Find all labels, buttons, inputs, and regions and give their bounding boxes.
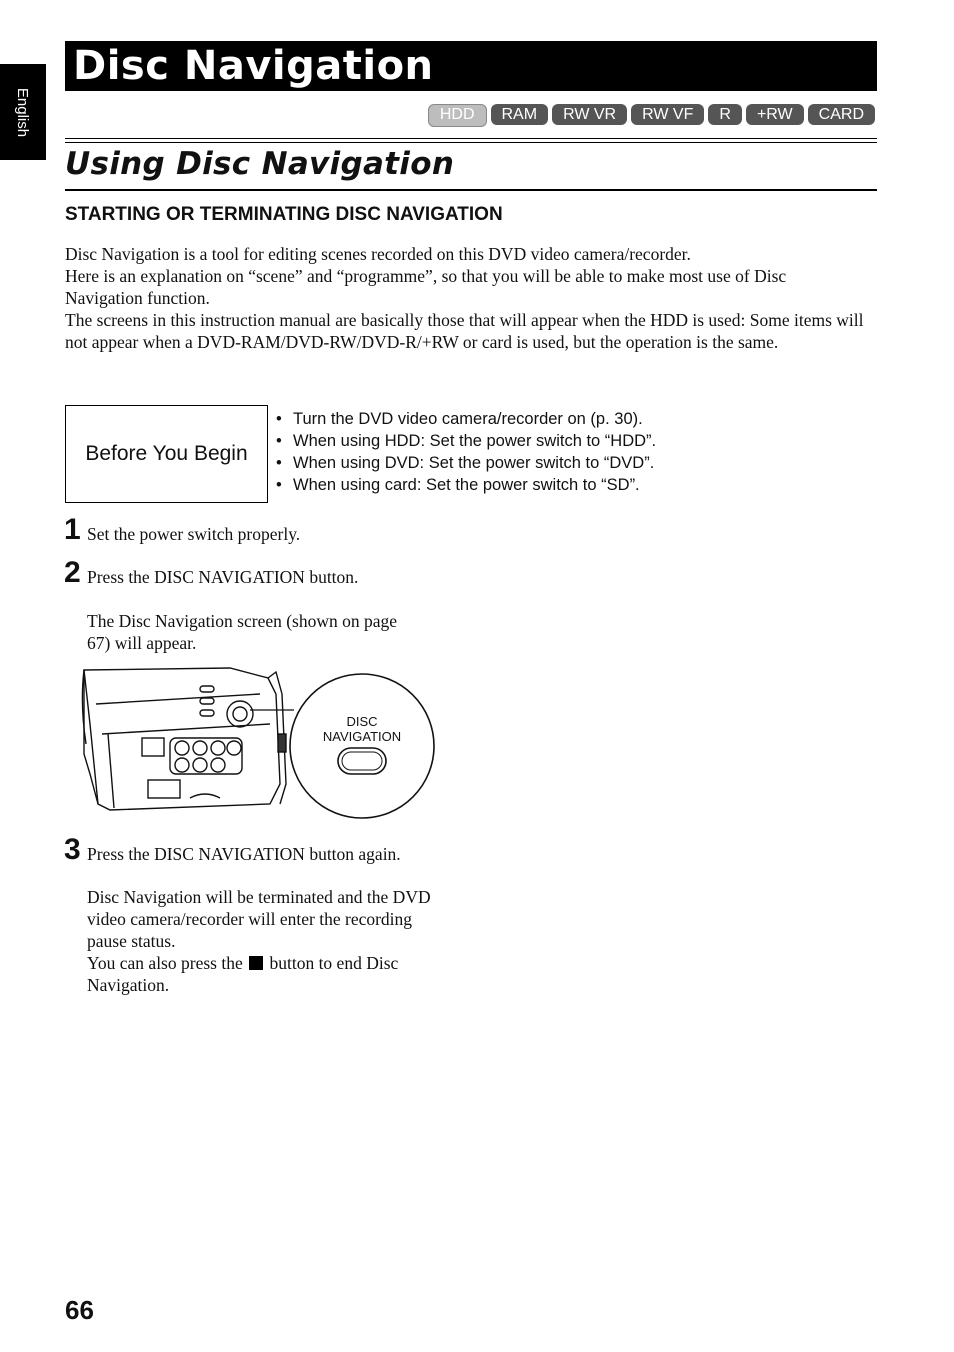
step-desc-paragraph: Disc Navigation will be terminated and the DVD video camera/recorder will enter the recording pause status. [87, 887, 431, 951]
disc-navigation-label-line2: NAVIGATION [322, 729, 402, 744]
media-type-tabs [428, 104, 875, 127]
step-number-1: 1 [64, 513, 81, 546]
intro-paragraph: Here is an explanation on “scene” and “programme”, so that you will be able to make most use of Disc Navigation function. [65, 266, 787, 308]
section-rule-top-inner [65, 142, 877, 143]
step-number-2: 2 [64, 556, 81, 589]
step-desc-3 [87, 886, 447, 996]
list-item: • Turn the DVD video camera/recorder on (p. 30). [276, 408, 656, 430]
media-tab-ram: RAM [491, 104, 549, 125]
intro-paragraph: The screens in this instruction manual are basically those that will appear when the HDD is used: Some items will not appear when a DVD-RAM/DVD-RW/DVD-R/+RW or card is used, but the operation is the same. [65, 310, 864, 352]
step-text-2: Press the DISC NAVIGATION button. [87, 567, 359, 587]
intro-text [65, 243, 865, 353]
step-number-3: 3 [64, 833, 81, 866]
before-you-begin-box: Before You Begin [65, 405, 268, 503]
list-item: • When using card: Set the power switch to “SD”. [276, 474, 656, 496]
disc-navigation-label-line1: DISC [346, 714, 378, 729]
section-rule-top [65, 138, 877, 139]
media-tab-rw-vf: RW VF [631, 104, 704, 125]
step-desc-text: You can also press the [87, 953, 243, 973]
step-text-3: Press the DISC NAVIGATION button again. [87, 844, 401, 864]
step-desc-2 [87, 610, 407, 654]
media-tab-plus-rw: +RW [746, 104, 804, 125]
camcorder-illustration [80, 664, 440, 824]
list-item: • When using HDD: Set the power switch to “HDD”. [276, 430, 656, 452]
media-tab-r: R [708, 104, 742, 125]
page-number: 66 [65, 1295, 94, 1325]
media-tab-hdd: HDD [428, 104, 487, 127]
section-title: Using Disc Navigation [65, 146, 455, 182]
media-tab-card: CARD [808, 104, 875, 125]
step-desc-text: button to end Disc Navigation. [87, 953, 399, 995]
sub-heading: STARTING OR TERMINATING DISC NAVIGATION [65, 204, 503, 225]
language-tab [0, 64, 46, 160]
step-text-1: Set the power switch properly. [87, 524, 301, 544]
list-item: • When using DVD: Set the power switch to “DVD”. [276, 452, 656, 474]
before-you-begin-list [276, 408, 656, 496]
intro-paragraph: Disc Navigation is a tool for editing scenes recorded on this DVD video camera/recorder. [65, 244, 691, 264]
step-desc-paragraph: The Disc Navigation screen (shown on page 67) will appear. [87, 611, 398, 653]
step-desc-paragraph [87, 952, 447, 996]
media-tab-rw-vr: RW VR [552, 104, 627, 125]
section-rule-bottom [65, 189, 877, 191]
language-label: English [14, 87, 32, 137]
stop-icon [249, 956, 263, 970]
page-title: Disc Navigation [65, 41, 877, 91]
